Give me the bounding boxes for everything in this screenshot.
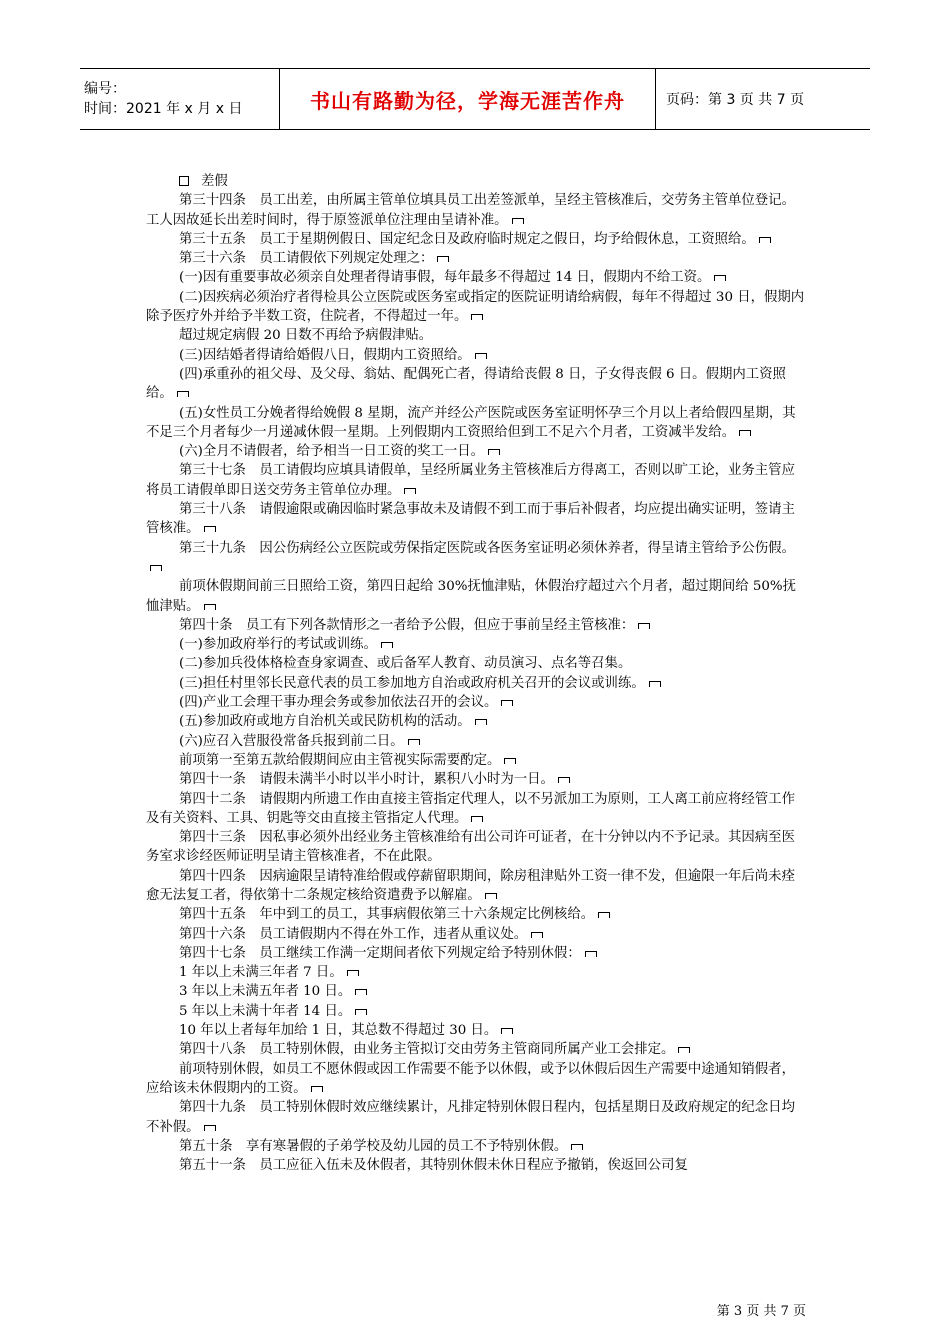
paragraph: [146, 770, 806, 789]
section-heading: [146, 172, 806, 191]
paragraph-mark-icon: [512, 218, 524, 224]
paragraph-text: 第四十九条 员工特别休假时效应继续累计，凡排定特别休假日程内，包括星期日及政府规定的纪念日均不补假。: [146, 1100, 795, 1135]
paragraph: [146, 539, 806, 578]
paragraph-text: (二)因疾病必须治疗者得检具公立医院或医务室或指定的医院证明请给病假，每年不得超过 30 日，假期内除予医疗外并给予半数工资，住院者，不得超过一年。: [146, 289, 805, 325]
paragraph-mark-icon: [404, 488, 416, 494]
paragraph: [146, 230, 806, 249]
paragraph: [146, 828, 806, 867]
paragraph-mark-icon: [531, 932, 543, 938]
paragraph-mark-icon: [150, 565, 162, 571]
paragraph-text: 第三十七条 员工请假均应填具请假单，呈经所属业务主管核准后方得离工，否则以旷工论，业务主管应将员工请假单即日送交劳务主管单位办理。: [146, 463, 795, 498]
paragraph-text: 第四十一条 请假未满半小时以半小时计，累积八小时为一日。: [179, 772, 554, 788]
section-title: 差假: [201, 174, 228, 189]
paragraph-text: (六)应召入营服役常备兵报到前二日。: [179, 733, 404, 749]
page-footer: 第 3 页 共 7 页: [716, 1304, 806, 1319]
paragraph-text: 第五十一条 员工应征入伍未及休假者，其特别休假未休日程应予撤销，俟返回公司复: [179, 1158, 688, 1174]
paragraph-text: 第三十五条 员工于星期例假日、国定纪念日及政府临时规定之假日，均予给假休息，工资照给。: [179, 231, 755, 247]
paragraph: [146, 249, 806, 268]
paragraph-mark-icon: [204, 604, 216, 610]
paragraph-mark-icon: [204, 1125, 216, 1131]
paragraph-mark-icon: [347, 970, 359, 976]
page-header: [80, 68, 870, 130]
paragraph-text: 1 年以上未满三年者 7 日。: [179, 965, 343, 981]
paragraph-mark-icon: [311, 1086, 323, 1092]
paragraph: [146, 1021, 806, 1040]
paragraph-text: (二)参加兵役体格检查身家调查、或后备军人教育、动员演习、点名等召集。: [179, 656, 632, 672]
paragraph-text: 第四十七条 员工继续工作满一定期间者依下列规定给予特别休假：: [179, 945, 581, 961]
paragraph-mark-icon: [571, 1144, 583, 1150]
paragraph-mark-icon: [471, 314, 483, 320]
paragraph-text: 第四十五条 年中到工的员工，其事病假依第三十六条规定比例核给。: [179, 907, 595, 923]
paragraph: [146, 442, 806, 461]
paragraph: [146, 867, 806, 906]
paragraph-mark-icon: [381, 642, 393, 648]
paragraph-text: 第五十条 享有寒暑假的子弟学校及幼儿园的员工不予特别休假。: [179, 1138, 568, 1154]
paragraph-mark-icon: [501, 1028, 513, 1034]
paragraph-mark-icon: [485, 893, 497, 899]
paragraph-text: 第三十六条 员工请假依下列规定处理之：: [179, 251, 434, 267]
paragraph-mark-icon: [649, 681, 661, 687]
header-page-info: 页码：第 3 页 共 7 页: [666, 92, 805, 108]
paragraph-text: 10 年以上者每年加给 1 日，其总数不得超过 30 日。: [179, 1023, 498, 1039]
paragraph-mark-icon: [437, 256, 449, 262]
paragraph: [146, 905, 806, 924]
paragraph-mark-icon: [759, 237, 771, 243]
paragraph: [146, 963, 806, 982]
paragraph: [146, 1098, 806, 1137]
paragraph: [146, 693, 806, 712]
paragraph-text: 第四十六条 员工请假期内不得在外工作，违者从重议处。: [179, 926, 528, 942]
paragraph: [146, 616, 806, 635]
paragraph-text: 第四十二条 请假期内所遗工作由直接主管指定代理人，以不另派加工为原则，工人离工前应将经管工作及有关资料、工具、钥匙等交由直接主管指定人代理。: [146, 791, 795, 826]
document-date: 时间：2021 年 x 月 x 日: [84, 101, 243, 117]
paragraph-mark-icon: [678, 1047, 690, 1053]
paragraph-text: 第四十三条 因私事必须外出经业务主管核准给有出公司许可证者，在十分钟以内不予记录。其因病至医务室求诊经医师证明呈请主管核准者，不在此限。: [146, 830, 795, 865]
paragraph: [146, 268, 806, 287]
paragraph-text: (三)因结婚者得请给婚假八日，假期内工资照给。: [179, 347, 471, 363]
paragraph-text: (五)参加政府或地方自治机关或民防机构的活动。: [179, 714, 471, 730]
paragraph: [146, 288, 806, 327]
paragraph: [146, 500, 806, 539]
paragraph: [146, 654, 806, 673]
paragraph: [146, 404, 806, 443]
paragraph-text: 第三十九条 因公伤病经公立医院或劳保指定医院或各医务室证明必须休养者，得呈请主管给予公伤假。: [179, 540, 795, 556]
header-motto: 书山有路勤为径，学海无涯苦作舟: [310, 88, 625, 113]
paragraph-mark-icon: [598, 912, 610, 918]
paragraph-text: 第四十条 员工有下列各款情形之一者给予公假，但应于事前呈经主管核准：: [179, 617, 635, 633]
paragraph-mark-icon: [638, 623, 650, 629]
paragraph-mark-icon: [408, 739, 420, 745]
paragraph-mark-icon: [488, 449, 500, 455]
document-body: [146, 172, 806, 1175]
paragraph: [146, 635, 806, 654]
paragraph-mark-icon: [501, 700, 513, 706]
paragraph-text: (四)产业工会理干事办理会务或参加依法召开的会议。: [179, 695, 498, 711]
paragraph-mark-icon: [739, 430, 751, 436]
checkbox-square-icon: [179, 176, 189, 186]
paragraph: [146, 461, 806, 500]
paragraph-text: 第四十四条 因病逾限呈请特准给假或停薪留职期间，除房租津贴外工资一律不发，但逾限一年后尚未痊愈无法复工者，得依第十二条规定核给资遣费予以解雇。: [146, 868, 795, 903]
paragraph-mark-icon: [714, 275, 726, 281]
paragraph: [146, 944, 806, 963]
paragraph: [146, 1002, 806, 1021]
paragraph-text: 超过规定病假 20 日数不再给予病假津贴。: [179, 328, 433, 344]
paragraph: [146, 346, 806, 365]
paragraph-text: (六)全月不请假者，给予相当一日工资的奖工一日。: [179, 444, 485, 460]
paragraph: [146, 982, 806, 1001]
paragraph-text: 第三十八条 请假逾限或确因临时紧急事故未及请假不到工而于事后补假者，均应提出确实证明，签请主管核准。: [146, 502, 795, 537]
paragraph-mark-icon: [475, 719, 487, 725]
paragraph-mark-icon: [177, 391, 189, 397]
paragraph-text: (五)女性员工分娩者得给娩假 8 星期，流产并经公产医院或医务室证明怀孕三个月以上者给假四星期，其不足三个月者每少一月递减休假一星期。上列假期内工资照给但到工不足六个月者，工资减半发给。: [146, 405, 796, 440]
paragraph: [146, 751, 806, 770]
paragraph: [146, 1156, 806, 1175]
paragraph-text: (一)参加政府举行的考试或训练。: [179, 637, 377, 653]
header-motto-cell: [280, 69, 656, 129]
paragraph: [146, 326, 806, 345]
paragraph-text: (三)担任村里邻长民意代表的员工参加地方自治或政府机关召开的会议或训练。: [179, 675, 645, 691]
header-info: [80, 69, 280, 129]
paragraph-mark-icon: [355, 1009, 367, 1015]
paragraph-mark-icon: [204, 526, 216, 532]
document-number-label: 编号：: [84, 81, 126, 97]
paragraph-text: 前项休假期间前三日照给工资，第四日起给 30%抚恤津贴，休假治疗超过六个月者，超过期间给 50%抚恤津贴。: [146, 579, 797, 614]
paragraph: [146, 732, 806, 751]
paragraph-mark-icon: [475, 353, 487, 359]
paragraph-text: (一)因有重要事故必须亲自处理者得请事假，每年最多不得超过 14 日，假期内不给工资。: [179, 270, 711, 286]
paragraph-text: 前项特别休假，如员工不愿休假或因工作需要不能予以休假，或予以休假后因生产需要中途通知销假者，应给该未休假期内的工资。: [146, 1061, 795, 1096]
paragraph-mark-icon: [471, 816, 483, 822]
paragraph: [146, 925, 806, 944]
paragraph-text: 第四十八条 员工特别休假，由业务主管拟订交由劳务主管商同所属产业工会排定。: [179, 1042, 675, 1058]
paragraph: [146, 1137, 806, 1156]
paragraph: [146, 712, 806, 731]
paragraph-text: 第三十四条 员工出差，由所属主管单位填具员工出差签派单，呈经主管核准后，交劳务主管单位登记。工人因故延长出差时间时，得于原签派单位注理由呈请补准。: [146, 193, 795, 228]
paragraph: [146, 577, 806, 616]
paragraph-mark-icon: [558, 777, 570, 783]
paragraph: [146, 365, 806, 404]
paragraph: [146, 1040, 806, 1059]
paragraph-mark-icon: [504, 758, 516, 764]
paragraph: [146, 790, 806, 829]
paragraph-mark-icon: [355, 989, 367, 995]
paragraph-text: 3 年以上未满五年者 10 日。: [179, 984, 352, 1000]
paragraph-mark-icon: [585, 951, 597, 957]
paragraph-text: 前项第一至第五款给假期间应由主管视实际需要酌定。: [179, 752, 501, 768]
paragraph-text: 5 年以上未满十年者 14 日。: [179, 1003, 352, 1019]
paragraph: [146, 674, 806, 693]
paragraph: [146, 1060, 806, 1099]
paragraph: [146, 191, 806, 230]
paragraph-text: (四)承重孙的祖父母、及父母、翁姑、配偶死亡者，得请给丧假 8 日，子女得丧假 6 日。假期内工资照给。: [146, 366, 786, 402]
